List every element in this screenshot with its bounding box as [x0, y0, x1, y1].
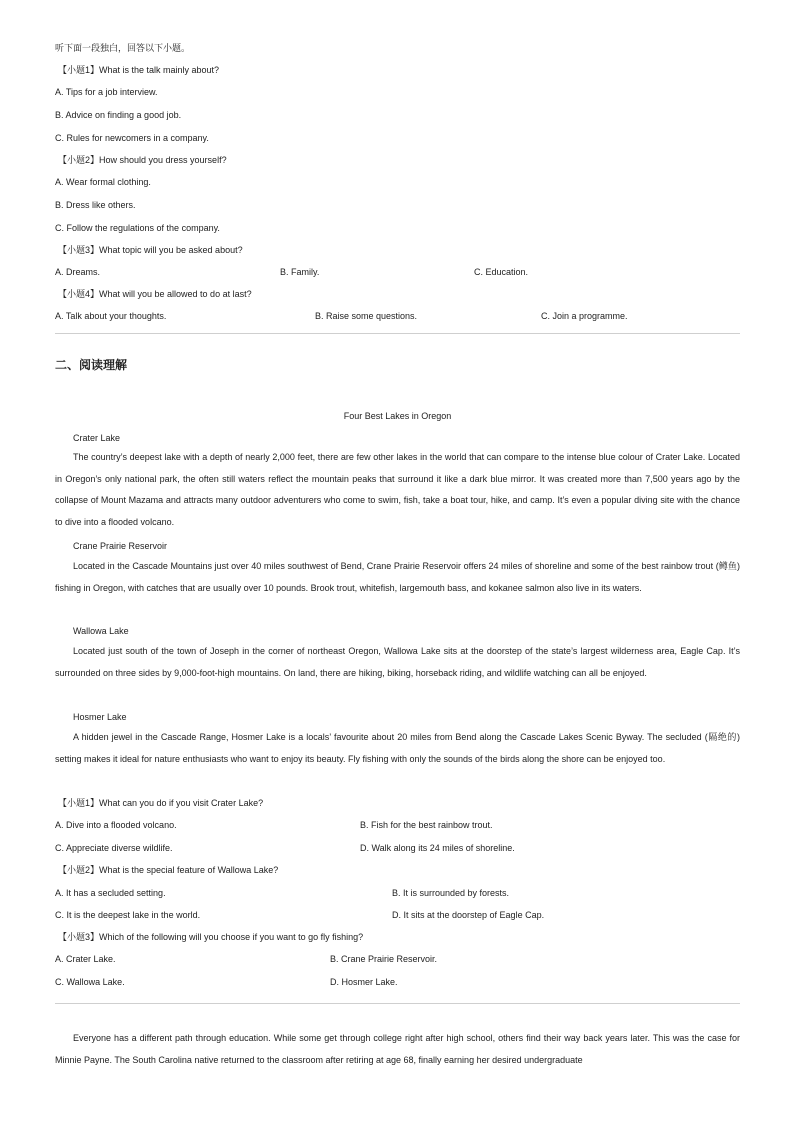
reading-q2-option-c[interactable]: C. It is the deepest lake in the world.: [55, 910, 201, 920]
listening-q2-stem: 【小题2】How should you dress yourself?: [58, 155, 227, 165]
passage-title: Four Best Lakes in Oregon: [343, 411, 452, 421]
lake-paragraph-wallowa: Located just south of the town of Joseph in the corner of northeast Oregon, Wallowa Lake sits at the doorstep of the state’s largest wilderness area, Eagle Cap. It’s surrounded on three sides by 9,000-foot-high mountains. On land, there are hiking, biking, horseback riding, and wildlife watching can all be enjoyed.: [55, 646, 740, 678]
lake-heading-crater: Crater Lake: [73, 433, 121, 443]
reading-q1-stem: 【小题1】What can you do if you visit Crater Lake?: [58, 798, 264, 808]
reading-q2-option-d[interactable]: D. It sits at the doorstep of Eagle Cap.: [392, 910, 545, 920]
listening-q4-option-c[interactable]: C. Join a programme.: [541, 311, 628, 321]
reading-q2-option-a[interactable]: A. It has a secluded setting.: [55, 888, 166, 898]
listening-q3-option-b[interactable]: B. Family.: [280, 267, 320, 277]
reading-q3-option-a[interactable]: A. Crater Lake.: [55, 954, 116, 964]
lake-heading-wallowa: Wallowa Lake: [73, 626, 129, 636]
listening-q3-option-c[interactable]: C. Education.: [474, 267, 529, 277]
listening-q2-option-a[interactable]: A. Wear formal clothing.: [55, 177, 151, 187]
listening-q2-option-b[interactable]: B. Dress like others.: [55, 200, 136, 210]
lake-paragraph-crater: The country’s deepest lake with a depth of nearly 2,000 feet, there are few other lakes in the world that can compare to the intense blue colour of Crater Lake. Located in Oregon’s only national park, the often still waters reflect the mountain peaks that surround it like a dark blue mirror. It was created more than 7,500 years ago by the collapse of Mount Mazama and attracts many outdoor adventurers who come to swim, fish, take a boat tour, hike, and camp. It’s even a popular diving site with the chance to dive into a flooded volcano.: [55, 452, 740, 527]
listening-q1-option-b[interactable]: B. Advice on finding a good job.: [55, 110, 182, 120]
listening-q4-option-b[interactable]: B. Raise some questions.: [315, 311, 418, 321]
listening-q2-option-c[interactable]: C. Follow the regulations of the company.: [55, 223, 220, 233]
lake-heading-crane-prairie: Crane Prairie Reservoir: [73, 541, 168, 551]
lake-paragraph-hosmer: A hidden jewel in the Cascade Range, Hosmer Lake is a locals’ favourite about 20 miles from Bend along the Cascade Lakes Scenic Byway. The secluded (隔绝的) setting makes it ideal for nature enthusiasts who want to enjoy its beauty. Fly fishing with only the sounds of the birds along the shore can be enjoyed too.: [55, 732, 740, 764]
reading-q1-option-c[interactable]: C. Appreciate diverse wildlife.: [55, 843, 173, 853]
reading-q3-option-b[interactable]: B. Crane Prairie Reservoir.: [330, 954, 438, 964]
next-passage-paragraph: Everyone has a different path through education. While some get through college right after high school, others find their way back years later. This was the case for Minnie Payne. The South Carolina native returned to the classroom after retiring at age 68, finally earning her desired undergraduate: [55, 1033, 740, 1065]
listening-q3-option-a[interactable]: A. Dreams.: [55, 267, 101, 277]
reading-q3-option-d[interactable]: D. Hosmer Lake.: [330, 977, 398, 987]
reading-q1-option-d[interactable]: D. Walk along its 24 miles of shoreline.: [360, 843, 515, 853]
listening-q1-stem: 【小题1】What is the talk mainly about?: [58, 65, 220, 75]
listening-q1-option-a[interactable]: A. Tips for a job interview.: [55, 87, 158, 97]
reading-q1-option-a[interactable]: A. Dive into a flooded volcano.: [55, 820, 177, 830]
listening-intro: 听下面一段独白，回答以下小题。: [55, 43, 191, 53]
reading-q3-stem: 【小题3】Which of the following will you choose if you want to go fly fishing?: [58, 932, 364, 942]
listening-q4-stem: 【小题4】What will you be allowed to do at last?: [58, 289, 252, 299]
reading-q2-option-b[interactable]: B. It is surrounded by forests.: [392, 888, 510, 898]
reading-q1-option-b[interactable]: B. Fish for the best rainbow trout.: [360, 820, 493, 830]
listening-q3-stem: 【小题3】What topic will you be asked about?: [58, 245, 243, 255]
listening-q1-option-c[interactable]: C. Rules for newcomers in a company.: [55, 133, 209, 143]
lake-paragraph-crane-prairie: Located in the Cascade Mountains just over 40 miles southwest of Bend, Crane Prairie Reservoir offers 24 miles of shoreline and some of the best rainbow trout (鳟鱼) fishing in Oregon, with catches that are usually over 10 pounds. Brook trout, whitefish, largemouth bass, and kokanee salmon also live in its waters.: [55, 561, 740, 593]
reading-q2-stem: 【小题2】What is the special feature of Wallowa Lake?: [58, 865, 279, 875]
section-title: 二、阅读理解: [55, 358, 128, 372]
lake-heading-hosmer: Hosmer Lake: [73, 712, 127, 722]
reading-q3-option-c[interactable]: C. Wallowa Lake.: [55, 977, 125, 987]
divider: [55, 333, 740, 334]
divider: [55, 1003, 740, 1004]
listening-q4-option-a[interactable]: A. Talk about your thoughts.: [55, 311, 167, 321]
